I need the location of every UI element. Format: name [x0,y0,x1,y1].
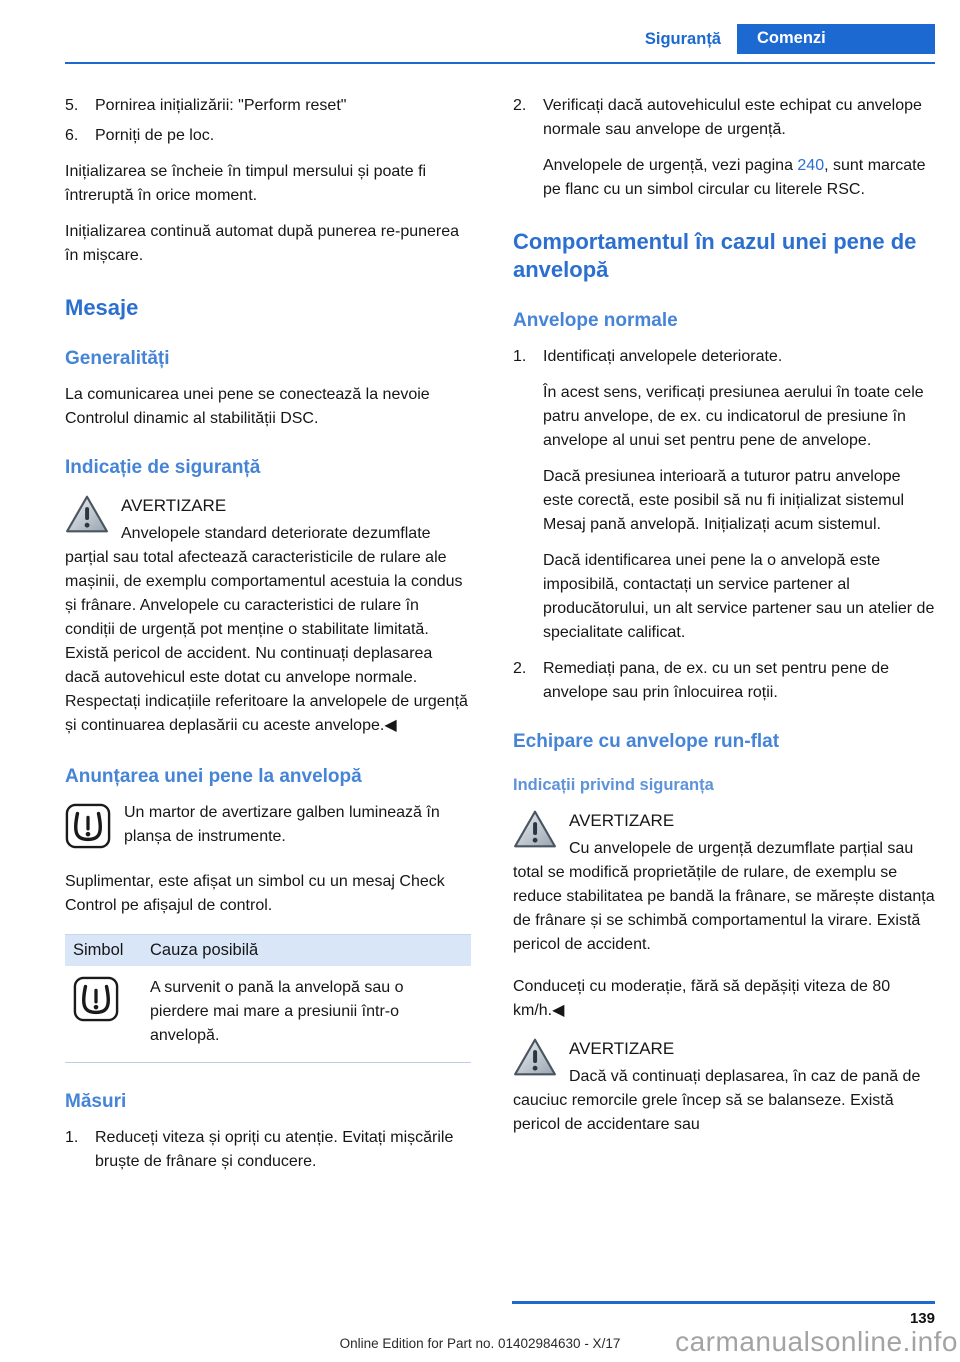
list-number: 6. [65,127,79,144]
warning-title: AVERTIZARE [121,496,227,515]
header-rule [65,62,935,64]
table-header-row [65,934,471,966]
subsubsection-heading: Indicații privind siguranța [513,776,714,794]
list-item [513,657,935,705]
warning-triangle-icon [513,1038,557,1081]
warning-triangle-icon [65,495,109,538]
list-number: 2. [513,660,527,677]
paragraph: Verificați dacă autovehiculul este echipat cu anvelope normale sau anvelope de urgență. [543,97,922,138]
site-watermark: carmanualsonline.info [675,1326,958,1357]
section-heading: Comportamentul în cazul unei pene de anvelopă [513,229,917,282]
list-item [513,94,935,202]
list-number: 1. [513,348,527,365]
list-text: Reduceți viteza și opriți cu atenție. Evitați mișcările bruște de frânare și conducere. [95,1129,454,1170]
list-text: Pornirea inițializării: "Perform reset" [95,97,347,114]
paragraph: Inițializarea se încheie în timpul mersului și poate fi întreruptă în orice moment. [65,163,427,204]
table-header-symbol: Simbol [73,941,124,959]
paragraph: Dacă presiunea interioară a tuturor patru anvelope este corectă, este posibil să nu fi inițializat sistemul Mesaj pană anvelopă. Inițializați acum sistemul. [543,468,905,533]
subsection-heading: Anvelope normale [513,310,678,331]
list-number: 5. [65,97,79,114]
section-heading: Mesaje [65,295,139,320]
link-text-before: Anvelopele de urgență, vezi pagina [543,157,798,174]
chapter-tab: Comenzi [737,24,935,54]
subsection-heading: Generalități [65,348,170,369]
warning-triangle-icon [513,810,557,853]
warning-text: Cu anvelopele de urgență dezumflate parțial sau total se modifică proprietățile de rulare, de exemplu se reduce stabilitatea pe bandă la frânare, se mărește distanța de frânare și se schimbă comportamentul la virare. Există pericol de accident. [513,840,935,953]
list-number: 1. [65,1129,79,1146]
table-row [65,966,471,1063]
paragraph: Remediați pana, de ex. cu un set pentru pene de anvelope sau prin înlocuirea roții. [543,660,890,701]
warning-text: Dacă vă continuați deplasarea, în caz de pană de cauciuc remorcile grele încep să se balanseze. Există pericol de accidentare sau [513,1068,921,1133]
list-body [543,345,935,645]
left-column [65,94,471,1186]
list-item [65,124,471,148]
numbered-list [65,94,471,148]
table-header-cause: Cauza posibilă [150,941,259,959]
list-item [513,345,935,645]
list-body [543,94,935,202]
numbered-list [65,1126,471,1174]
warning-title: AVERTIZARE [569,811,675,830]
subsection-heading: Echipare cu anvelope run-flat [513,731,780,752]
indicator-text: Un martor de avertizare galben luminează în planșa de instrumente. [124,804,440,845]
warning-block [65,492,471,740]
paragraph: Suplimentar, este afișat un simbol cu un mesaj Check Control pe afișajul de control. [65,873,445,914]
symbol-table [65,934,471,1063]
paragraph: În acest sens, verificați presiunea aerului în toate cele patru anvelope, de ex. cu indicatorul de presiune în anvelope al unui set pentru pene de anvelope. [543,384,924,449]
numbered-list [513,345,935,705]
flat-tire-warning-icon [73,976,119,1048]
indicator-note [65,801,471,858]
footer-rule [512,1301,935,1304]
paragraph: Dacă identificarea unei pene la o anvelopă este imposibilă, contactați un service partener al producătorului, un alt service partener sau un atelier de specialitate calificat. [543,552,935,641]
list-body [543,657,935,705]
paragraph [543,154,935,202]
warning-block [513,807,935,959]
flat-tire-warning-icon [65,803,111,854]
page-number: 139 [909,1310,935,1327]
subsection-heading: Indicație de siguranță [65,457,261,478]
paragraph: Identificați anvelopele deteriorate. [543,348,783,365]
table-cell-text: A survenit o pană la anvelopă sau o pierdere mai mare a presiunii într-o anvelopă. [150,979,404,1044]
paragraph: La comunicarea unei pene se conectează la nevoie Controlul dinamic al stabilității DSC. [65,386,430,427]
paragraph: Conduceți cu moderație, fără să depășiți viteza de 80 km/h.◀ [513,978,891,1019]
list-text: Porniți de pe loc. [95,127,215,144]
list-item [65,1126,471,1174]
warning-text: Anvelopele standard deteriorate dezumflate parțial sau total afectează caracteristicile de rulare ale mașinii, de exemplu comportamentul acestuia la condus și frânare. Anvelopele cu caracteristici de rulare în condiții de urgență pot menține o stabilitate limitată. Există pericol de accident. Nu continuați deplasarea dacă autovehicul este dotat cu anvelope normale. Respectați indicațiile referitoare la anvelopele de urgență și continuarea deplasării cu aceste anvelope.◀ [65,525,468,734]
subsection-heading: Măsuri [65,1091,127,1112]
list-item [65,94,471,118]
list-number: 2. [513,97,527,114]
page-header [65,24,935,54]
subsection-heading: Anunțarea unei pene la anvelopă [65,766,362,787]
link-text-after: , sunt marcate pe flanc cu un simbol circular cu literele RSC. [543,157,926,198]
section-label: Siguranță [644,29,721,48]
paragraph: Inițializarea continuă automat după punerea re-punerea în mișcare. [65,223,460,264]
page-reference-link[interactable]: 240 [797,157,825,174]
edition-note: Online Edition for Part no. 01402984630 - X/17 [339,1336,621,1351]
warning-title: AVERTIZARE [569,1039,675,1058]
content-columns [65,94,935,1186]
right-column [513,94,935,1186]
warning-block [513,1035,935,1139]
